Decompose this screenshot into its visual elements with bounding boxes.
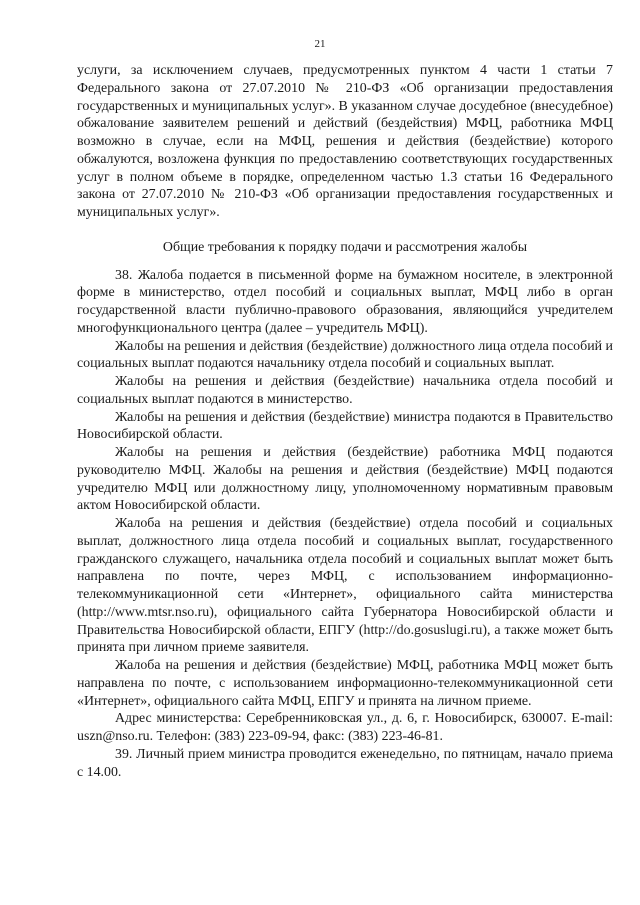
paragraph-39: 39. Личный прием министра проводится еженедельно, по пятницам, начало приема с 14.00.	[77, 746, 613, 780]
paragraph: Жалобы на решения и действия (бездействие) начальника отдела пособий и социальных выплат подаются в министерство.	[77, 374, 613, 407]
page-number: 21	[314, 38, 326, 50]
paragraph: Жалобы на решения и действия (бездействие) работника МФЦ подаются руководителю МФЦ. Жалобы на решения и действия (бездействие) МФЦ подаются учредителю МФЦ или должностному лицу, уполномоченному нормативным правовым актом Новосибирской области.	[77, 445, 613, 514]
section-heading: Общие требования к порядку подачи и рассмотрения жалобы	[162, 239, 528, 255]
paragraph: Жалобы на решения и действия (бездействие) должностного лица отдела пособий и социальных выплат подаются начальнику отдела пособий и социальных выплат.	[77, 338, 613, 372]
ministry-address: Адрес министерства: Серебренниковская ул., д. 6, г. Новосибирск, 630007. E-mail: uszn@nso.ru. Телефон: (383) 223-09-94, факс: (383) 223-46-81.	[77, 711, 613, 744]
paragraph: Жалобы на решения и действия (бездействие) министра подаются в Правительство Новосибирской области.	[77, 409, 613, 443]
paragraph: Жалоба на решения и действия (бездействие) отдела пособий и социальных выплат, должностного лица отдела пособий и социальных выплат, государственного гражданского служащего, начальника отдела пособий и социальных выплат может быть направлена по почте, через МФЦ, с использованием информационно-телекоммуникационной сети «Интернет», официального сайта министерства (http://www.mtsr.nso.ru), официального сайта Губернатора Новосибирской области и Правительства Новосибирской области, ЕПГУ (http://do.gosuslugi.ru), а также может быть принята при личном приеме заявителя.	[77, 516, 613, 656]
paragraph: Жалоба на решения и действия (бездействие) МФЦ, работника МФЦ может быть направлена по почте, с использованием информационно-телекоммуникационной сети «Интернет», официального сайта МФЦ, ЕПГУ и принята на личном приеме.	[77, 658, 613, 709]
paragraph-38: 38. Жалоба подается в письменной форме на бумажном носителе, в электронной форме в министерство, отдел пособий и социальных выплат, МФЦ либо в орган государственной власти публично-правового образования, являющийся учредителем многофункционального центра (далее – учредитель МФЦ).	[77, 267, 613, 336]
document-body	[77, 62, 613, 781]
paragraph-continuation: услуги, за исключением случаев, предусмотренных пунктом 4 части 1 статьи 7 Федерального закона от 27.07.2010 № 210-ФЗ «Об организации предоставления государственных и муниципальных услуг». В указанном случае досудебное (внесудебное) обжалование заявителем решений и действий (бездействия) МФЦ, работника МФЦ возможно в случае, если на МФЦ, решения и действия (бездействие) которого обжалуются, возложена функция по предоставлению соответствующих государственных услуг в полном объеме в порядке, определенном частью 1.3 статьи 16 Федерального закона от 27.07.2010 № 210-ФЗ «Об организации предоставления государственных и муниципальных услуг».	[77, 63, 613, 220]
